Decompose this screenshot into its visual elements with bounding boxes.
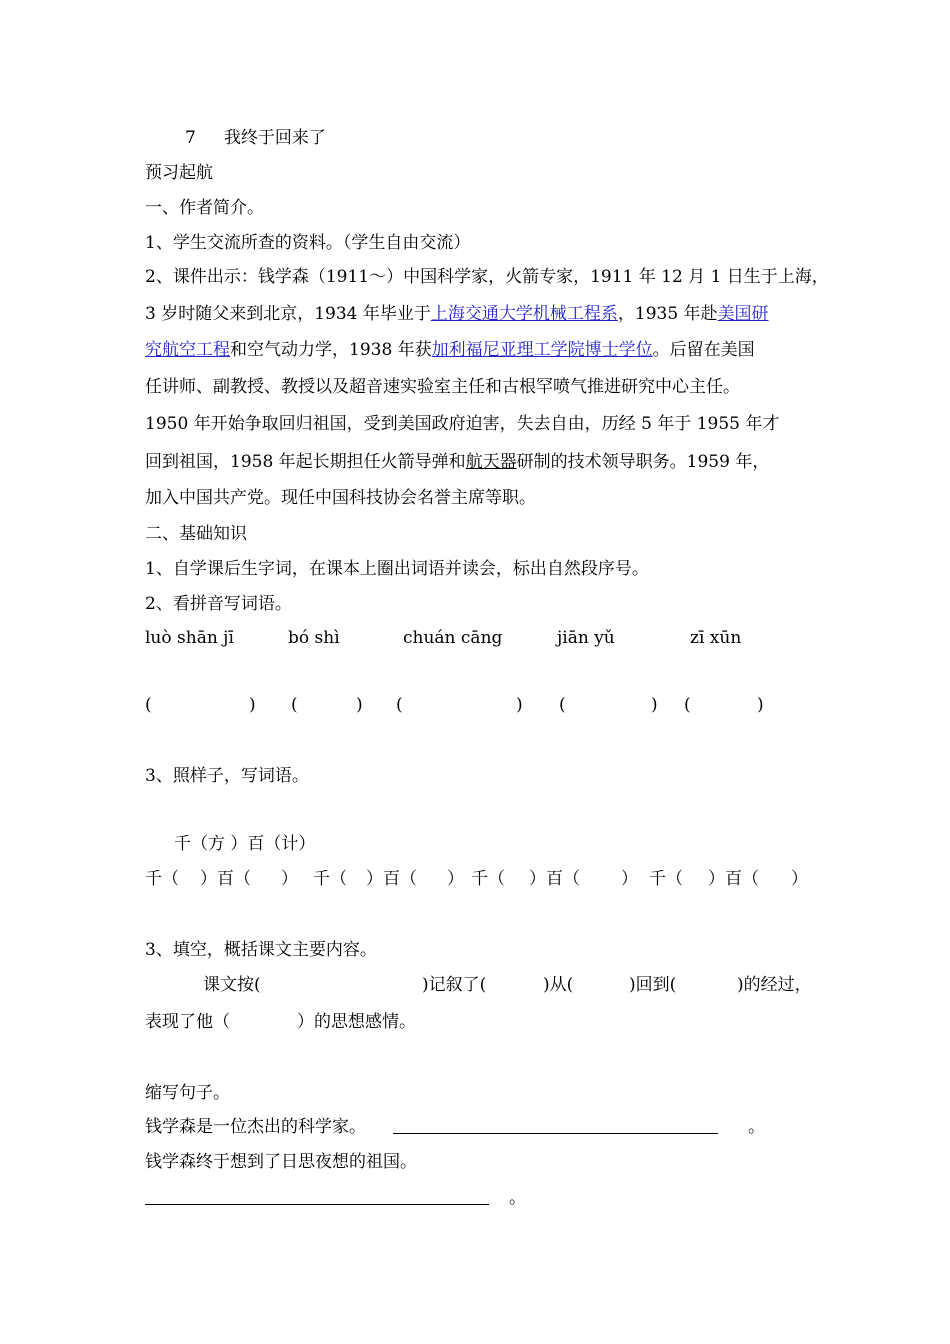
item-pattern-words: 3、照样子，写词语。 xyxy=(145,766,309,786)
bio-line-5: 1950 年开始争取回归祖国，受到美国政府迫害，失去自由，历经 5 年于 1955 年才 xyxy=(145,414,780,434)
bio-line-4: 任讲师、副教授、教授以及超音速实验室主任和古根罕喷气推进研究中心主任。 xyxy=(145,377,740,397)
bio-line-6: 回到祖国，1958 年起长期担任火箭导弹和航天器研制的技术领导职务。1959 年， xyxy=(145,452,770,472)
pinyin-3: chuán cāng xyxy=(403,628,503,648)
link-caltech-phd[interactable]: 加利福尼亚理工学院博士学位 xyxy=(431,340,653,360)
item-self-study: 1、自学课后生字词，在课本上圈出词语并读会，标出自然段序号。 xyxy=(145,559,649,579)
bio-line-2: 3 岁时随父来到北京，1934 年毕业于上海交通大学机械工程系，1935 年赴美国研 xyxy=(145,304,769,324)
lesson-number: 7 xyxy=(185,128,196,148)
preview-heading: 预习起航 xyxy=(145,163,213,183)
bio-line-3: 究航空工程和空气动力学，1938 年获加利福尼亚理工学院博士学位。后留在美国 xyxy=(145,340,755,360)
section-condense-heading: 缩写句子。 xyxy=(145,1083,230,1103)
lesson-name: 我终于回来了 xyxy=(223,128,326,148)
pinyin-5: zī xūn xyxy=(690,628,742,648)
section-author-heading: 一、作者简介。 xyxy=(145,198,264,218)
pinyin-2: bó shì xyxy=(288,628,340,648)
lesson-title xyxy=(185,126,326,150)
bio-line-1: 2、课件出示：钱学森（1911～）中国科学家，火箭专家，1911 年 12 月 1 日生于上海， xyxy=(145,267,829,287)
bio-line-7: 加入中国共产党。现任中国科技协会名誉主席等职。 xyxy=(145,488,536,508)
condense-sentence-2: 钱学森终于想到了日思夜想的祖国。 xyxy=(145,1152,417,1172)
link-spacecraft[interactable]: 航天器 xyxy=(465,452,517,472)
item-fill-summary: 3、填空，概括课文主要内容。 xyxy=(145,940,377,960)
item-pinyin-instruction: 2、看拼音写词语。 xyxy=(145,594,292,614)
link-sjtu[interactable]: 上海交通大学机械工程系 xyxy=(430,304,618,324)
pattern-example: 千（方 ）百（计） xyxy=(174,834,316,854)
section-basics-heading: 二、基础知识 xyxy=(145,524,247,544)
link-us-research-start[interactable]: 美国研 xyxy=(717,304,769,324)
link-us-research-end[interactable]: 究航空工程 xyxy=(145,340,230,360)
answer-line-2[interactable] xyxy=(145,1186,489,1205)
pinyin-4: jiān yǔ xyxy=(557,628,615,648)
pinyin-1: luò shān jī xyxy=(145,628,234,648)
worksheet-page: 7 我终于回来了 预习起航 一、作者简介。 1、学生交流所查的资料。（学生自由交流） 2、课件出示：钱学森（1911～）中国科学家，火箭专家，1911 年 12 月 1 日生于上海， 3 岁时随父来到北京，1934 年毕业于上海交通大学机械工程系，1935 年赴美国研 究航空工程和空气动力学，1938 年获加利福尼亚理工学院博士学位。后留在美国 任讲师、副教授、教授以及超音速实验室主任和古根罕喷气推进研究中心主任。 1950 年开始争取回归祖国，受到美国政府迫害，失去自由，历经 5 年于 1955 年才 回到祖国，1958 年起长期担任火箭导弹和航天器研制的技术领导职务。1959 年， 加入中国共产党。现任中国科技协会名誉主席等职。 二、基础知识 1、自学课后生字词，在课本上圈出词语并读会，标出自然段序号。 2、看拼音写词语。 luò shān jī bó shì chuán cāng jiān yǔ zī xūn ( ) ( ) ( ) ( ) ( ) 3、照样子，写词语。 千（方 ）百（计） 千（ ）百（ ） 千（ ）百（ ） 千（ ）百（ ） 千（ ）百（ ） 3、填空，概括课文主要内容。 课文按( )记叙了( )从( )回到( )的经过， 表现了他（ ）的思想感情。 缩写句子。 钱学森是一位杰出的科学家。 。 钱学森终于想到了日思夜想的祖国。 。 xyxy=(145,128,829,1208)
item-exchange: 1、学生交流所查的资料。（学生自由交流） xyxy=(145,233,471,253)
condense-sentence-1: 钱学森是一位杰出的科学家。 。 xyxy=(145,1117,765,1137)
answer-line-1[interactable] xyxy=(393,1115,718,1134)
